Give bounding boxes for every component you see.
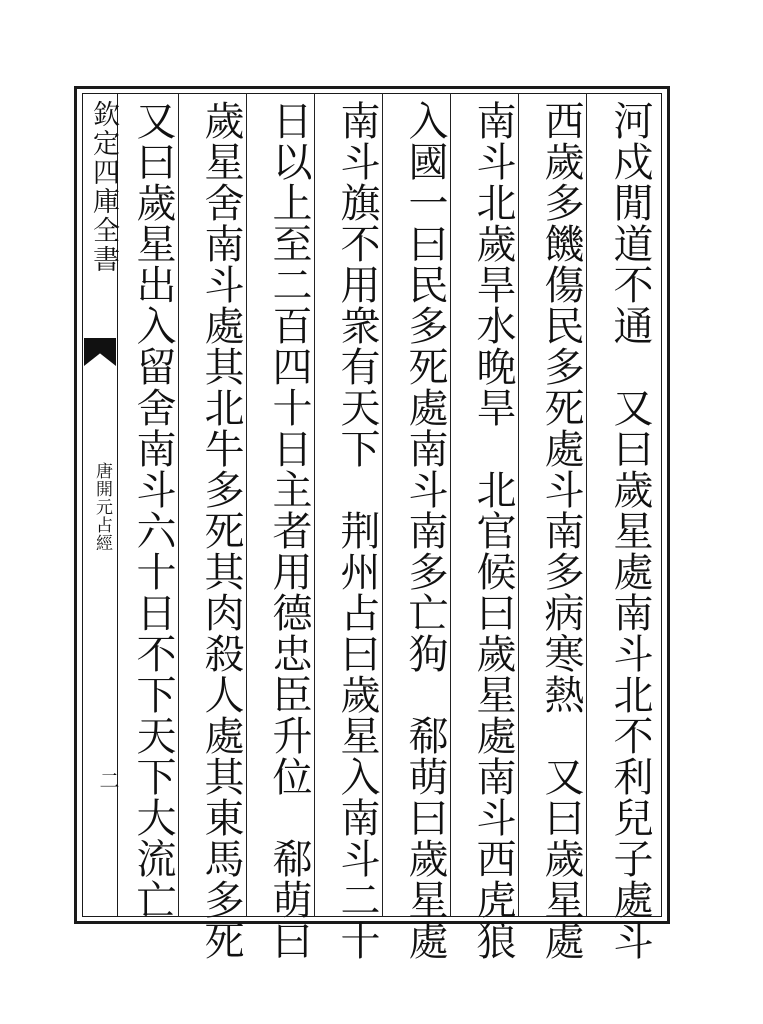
- column-rule: [518, 93, 519, 917]
- column-rule: [450, 93, 451, 917]
- text-column-6: 日以上至二百四十日主者用德忠臣升位 郗萌曰: [266, 100, 312, 961]
- text-column-2: 西歲多饑傷民多死處斗南多病寒熱 又曰歲星處: [538, 100, 584, 961]
- column-rule: [586, 93, 587, 917]
- column-rule: [382, 93, 383, 917]
- series-title: 欽定四庫全書: [88, 100, 119, 274]
- column-rule: [178, 93, 179, 917]
- text-column-8: 又曰歲星出入留舍南斗六十日不下天下大流亡: [130, 100, 176, 920]
- text-column-1: 河戍閒道不通 又曰歲星處南斗北不利兒子處斗: [607, 100, 653, 961]
- page-number: 二: [96, 770, 120, 790]
- text-column-5: 南斗旗不用衆有天下 荆州占曰歲星入南斗二十: [334, 100, 380, 961]
- text-column-4: 入國一曰民多死處南斗南多亡狗 郗萌曰歲星處: [402, 100, 448, 961]
- column-rule: [246, 93, 247, 917]
- text-column-7: 歲星舍南斗處其北牛多死其肉殺人處其東馬多死: [198, 100, 244, 961]
- column-rule: [314, 93, 315, 917]
- text-column-3: 南斗北歲旱水晚旱 北官候曰歲星處南斗西虎狼: [470, 100, 516, 961]
- book-title: 唐開元占經: [92, 462, 112, 552]
